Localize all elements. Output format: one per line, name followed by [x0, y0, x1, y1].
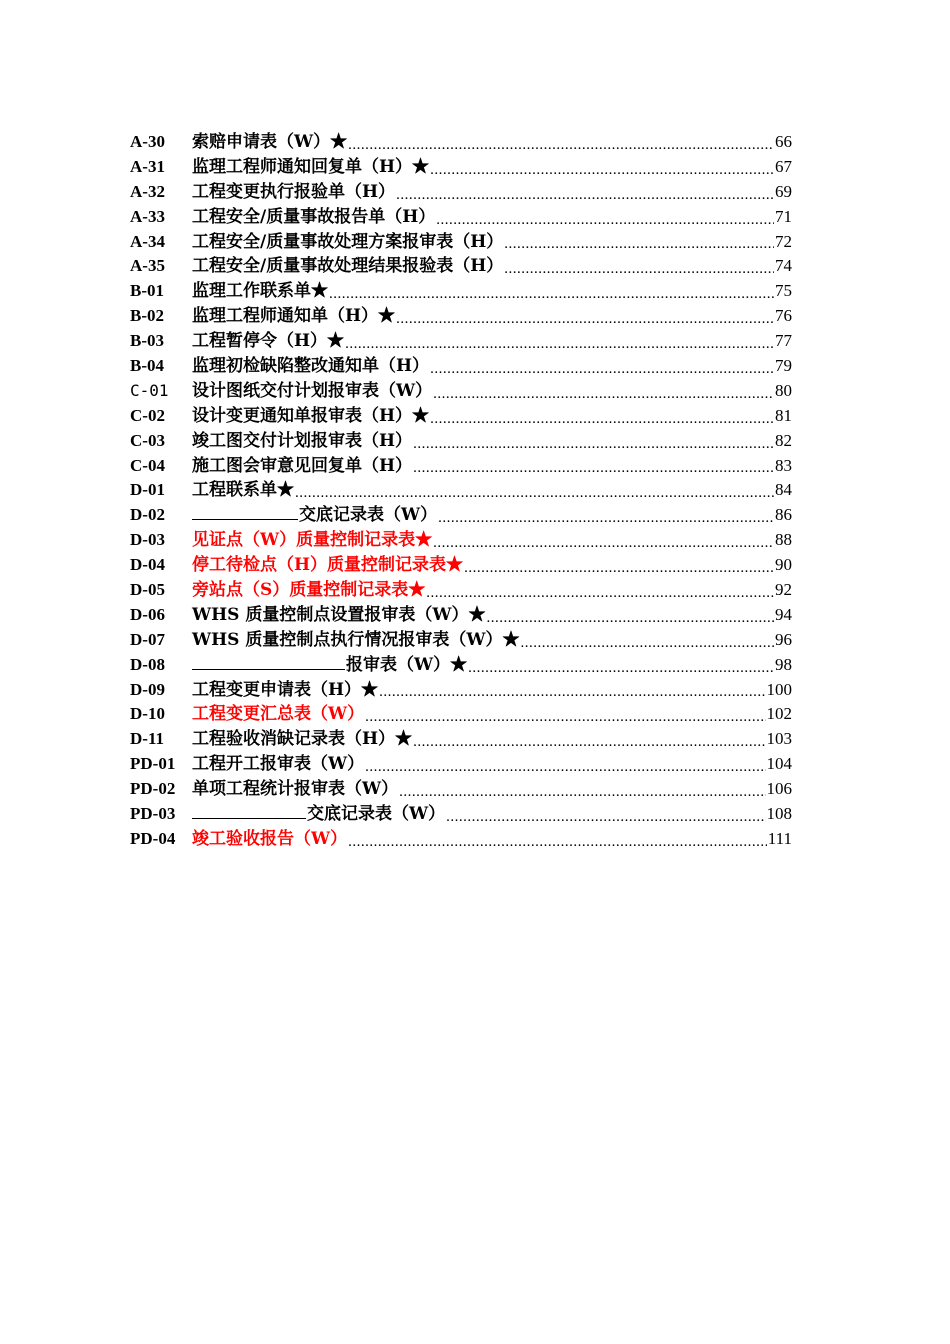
toc-entry[interactable] [130, 404, 792, 429]
toc-entry-code: D-03 [130, 530, 165, 550]
toc-entry-code: A-31 [130, 156, 165, 176]
toc-entry[interactable] [130, 155, 792, 180]
toc-entry-title [192, 553, 463, 578]
toc-entry-code: C-03 [130, 430, 165, 450]
toc-entry[interactable] [130, 180, 792, 205]
toc-entry-page-number: 80 [775, 380, 792, 400]
dot-leader [504, 239, 774, 249]
toc-entry-title-text: 监理初检缺陷整改通知单（H） [192, 356, 430, 376]
toc-entry[interactable] [130, 727, 792, 752]
toc-entry-page-number: 67 [775, 156, 792, 176]
toc-entry-title-text: WHS 质量控制点设置报审表（W）★ [192, 604, 486, 625]
toc-entry-page-number: 82 [775, 430, 792, 450]
dot-leader [504, 264, 774, 274]
toc-entry-title [192, 354, 429, 379]
toc-entry-code: PD-02 [130, 779, 176, 799]
dot-leader [345, 339, 774, 349]
dot-leader [468, 663, 774, 673]
toc-entry-title [192, 429, 412, 454]
dot-leader [329, 289, 774, 299]
toc-entry-page-number: 102 [766, 704, 792, 724]
dot-leader [438, 513, 774, 523]
toc-entry-code: D-07 [130, 629, 165, 649]
dot-leader [430, 364, 774, 374]
toc-entry-page-number: 90 [775, 555, 792, 575]
toc-entry-title [192, 578, 425, 603]
toc-entry-code: C-04 [130, 455, 165, 475]
toc-entry[interactable] [130, 678, 792, 703]
toc-entry-title [192, 678, 378, 703]
toc-entry-title-text: 交底记录表（W） [299, 505, 438, 526]
dot-leader [436, 215, 774, 225]
toc-entry[interactable] [130, 628, 792, 653]
dot-leader [426, 588, 774, 598]
toc-entry-code: D-01 [130, 480, 165, 500]
toc-entry-title-text: 交底记录表（W） [307, 804, 446, 825]
toc-entry-page-number: 74 [775, 256, 792, 276]
toc-entry-title [192, 752, 364, 777]
toc-entry-page-number: 77 [775, 331, 792, 351]
toc-entry-title-text: 竣工图交付计划报审表（H） [192, 430, 413, 451]
toc-entry-title [192, 628, 519, 653]
toc-entry-title [192, 180, 395, 205]
dot-leader [348, 140, 774, 150]
toc-entry-title [192, 777, 398, 802]
toc-entry-page-number: 81 [775, 405, 792, 425]
dot-leader [413, 439, 774, 449]
toc-entry-title [192, 603, 485, 628]
toc-entry-title [192, 502, 437, 528]
dot-leader [379, 687, 765, 697]
toc-entry-title-text: 设计变更通知单报审表（H）★ [192, 405, 430, 426]
toc-entry-page-number: 98 [775, 654, 792, 674]
toc-entry-page-number: 69 [775, 181, 792, 201]
toc-entry-title-text: 监理工程师通知回复单（H）★ [192, 156, 430, 177]
toc-entry-title-text: 设计图纸交付计划报审表（W） [192, 380, 433, 401]
toc-entry-code: D-06 [130, 604, 165, 624]
toc-entry[interactable] [130, 503, 792, 528]
toc-entry-page-number: 88 [775, 530, 792, 550]
dot-leader [430, 414, 774, 424]
toc-entry-code: B-04 [130, 356, 164, 375]
toc-entry-code: D-04 [130, 555, 165, 575]
toc-entry-title [192, 478, 294, 503]
toc-entry[interactable] [130, 478, 792, 503]
fill-in-blank-line [192, 801, 306, 819]
toc-entry-title-text: 竣工验收报告（W） [192, 828, 348, 849]
toc-entry-code: B-02 [130, 306, 164, 326]
toc-entry[interactable] [130, 329, 792, 354]
toc-entry-page-number: 104 [766, 754, 792, 774]
dot-leader [365, 762, 765, 772]
toc-entry-title [192, 254, 503, 279]
toc-entry-title-text: 工程验收消缺记录表（H）★ [192, 729, 413, 750]
toc-entry-page-number: 108 [766, 804, 792, 824]
toc-entry-page-number: 94 [775, 604, 792, 624]
toc-entry-title-text: WHS 质量控制点执行情况报审表（W）★ [192, 629, 520, 650]
toc-entry-title [192, 652, 467, 678]
toc-entry-title-text: 停工待检点（H）质量控制记录表★ [192, 555, 464, 576]
toc-entry[interactable] [130, 802, 792, 827]
toc-entry-page-number: 100 [766, 679, 792, 699]
toc-entry-code: C-01 [130, 380, 169, 400]
toc-entry-page-number: 75 [775, 281, 792, 301]
toc-entry-title [192, 304, 395, 329]
toc-entry-page-number: 71 [775, 206, 792, 226]
table-of-contents [130, 130, 792, 852]
toc-entry[interactable] [130, 653, 792, 678]
toc-entry[interactable] [130, 603, 792, 628]
toc-entry[interactable] [130, 254, 792, 279]
toc-entry[interactable] [130, 777, 792, 802]
dot-leader [396, 190, 774, 200]
toc-entry-code: D-05 [130, 580, 165, 600]
toc-entry-title-text: 工程安全/质量事故报告单（H） [192, 206, 436, 227]
toc-entry-page-number: 66 [775, 131, 792, 151]
fill-in-blank-line [192, 502, 298, 520]
toc-entry[interactable] [130, 528, 792, 553]
dot-leader [464, 563, 774, 573]
dot-leader [413, 463, 774, 473]
fill-in-blank-line [192, 652, 345, 670]
toc-entry-title-text: 旁站点（S）质量控制记录表★ [192, 580, 426, 601]
toc-entry-code: C-02 [130, 405, 165, 425]
toc-entry[interactable] [130, 205, 792, 230]
dot-leader [348, 837, 767, 847]
toc-entry-page-number: 79 [775, 356, 792, 375]
toc-entry[interactable] [130, 354, 792, 379]
toc-entry-page-number: 83 [775, 455, 792, 475]
toc-entry[interactable] [130, 553, 792, 578]
dot-leader [365, 712, 765, 722]
dot-leader [520, 638, 774, 648]
dot-leader [486, 613, 774, 623]
toc-entry[interactable] [130, 130, 792, 155]
toc-entry[interactable] [130, 752, 792, 777]
toc-entry-code: PD-01 [130, 754, 176, 774]
toc-entry-title-text: 工程暂停令（H）★ [192, 331, 345, 352]
toc-entry[interactable] [130, 230, 792, 255]
toc-entry-title-text: 工程安全/质量事故处理方案报审表（H） [192, 231, 504, 252]
dot-leader [295, 488, 774, 498]
toc-entry[interactable] [130, 827, 792, 852]
toc-entry-code: PD-04 [130, 828, 176, 848]
toc-entry-title [192, 702, 364, 727]
toc-entry-title [192, 279, 328, 304]
toc-entry[interactable] [130, 702, 792, 727]
toc-entry-code: D-11 [130, 729, 164, 749]
toc-entry-title-text: 单项工程统计报审表（W） [192, 779, 399, 800]
toc-entry-title-text: 施工图会审意见回复单（H） [192, 455, 413, 476]
toc-entry-title [192, 130, 347, 155]
toc-entry-title [192, 827, 347, 852]
toc-entry-title-text: 工程变更汇总表（W） [192, 704, 365, 725]
toc-entry-title-text: 工程安全/质量事故处理结果报验表（H） [192, 256, 504, 277]
dot-leader [433, 538, 774, 548]
dot-leader [430, 165, 774, 175]
toc-entry-title-text: 见证点（W）质量控制记录表★ [192, 530, 433, 551]
toc-entry-title [192, 528, 432, 553]
toc-entry-page-number: 72 [775, 231, 792, 251]
toc-entry-title [192, 379, 432, 404]
toc-entry-page-number: 92 [775, 580, 792, 600]
toc-entry-code: A-30 [130, 131, 165, 151]
toc-entry[interactable] [130, 379, 792, 404]
toc-entry-title [192, 329, 344, 354]
toc-entry-page-number: 103 [766, 729, 792, 749]
dot-leader [396, 314, 774, 324]
toc-entry[interactable] [130, 454, 792, 479]
toc-entry[interactable] [130, 578, 792, 603]
toc-entry-code: D-09 [130, 679, 165, 699]
toc-entry-code: A-32 [130, 181, 165, 201]
dot-leader [446, 812, 765, 822]
toc-entry-code: PD-03 [130, 804, 176, 824]
toc-entry-page-number: 106 [766, 779, 792, 799]
toc-entry[interactable] [130, 304, 792, 329]
dot-leader [433, 389, 774, 399]
toc-entry-page-number: 84 [775, 480, 792, 500]
toc-entry-code: B-01 [130, 281, 164, 301]
toc-entry[interactable] [130, 279, 792, 304]
toc-entry-code: A-34 [130, 231, 165, 251]
toc-entry-code: D-02 [130, 505, 165, 525]
toc-entry-title [192, 404, 429, 429]
toc-entry-code: A-35 [130, 256, 165, 276]
toc-entry-title-text: 监理工程师通知单（H）★ [192, 306, 396, 327]
toc-entry-code: B-03 [130, 331, 164, 351]
toc-entry-page-number: 86 [775, 505, 792, 525]
dot-leader [399, 787, 765, 797]
toc-entry-page-number: 96 [775, 629, 792, 649]
toc-entry-title-text: 索赔申请表（W）★ [192, 131, 348, 152]
toc-entry-title [192, 155, 429, 180]
toc-entry-title-text: 工程开工报审表（W） [192, 754, 365, 775]
dot-leader [413, 737, 765, 747]
toc-entry-title [192, 454, 412, 479]
toc-entry-code: A-33 [130, 206, 165, 226]
toc-entry-title-text: 工程联系单★ [192, 480, 294, 501]
toc-entry-title-text: 工程变更执行报验单（H） [192, 181, 396, 202]
toc-entry-title [192, 801, 445, 827]
toc-entry-title-text: 报审表（W）★ [346, 654, 468, 675]
toc-entry-code: D-10 [130, 704, 165, 724]
toc-entry[interactable] [130, 429, 792, 454]
toc-entry-code: D-08 [130, 654, 165, 674]
toc-entry-title [192, 205, 435, 230]
toc-entry-page-number: 76 [775, 306, 792, 326]
toc-entry-page-number: 111 [767, 828, 792, 848]
toc-entry-title-text: 监理工作联系单★ [192, 281, 328, 302]
toc-entry-title [192, 230, 503, 255]
toc-entry-title-text: 工程变更申请表（H）★ [192, 679, 379, 700]
toc-entry-title [192, 727, 412, 752]
